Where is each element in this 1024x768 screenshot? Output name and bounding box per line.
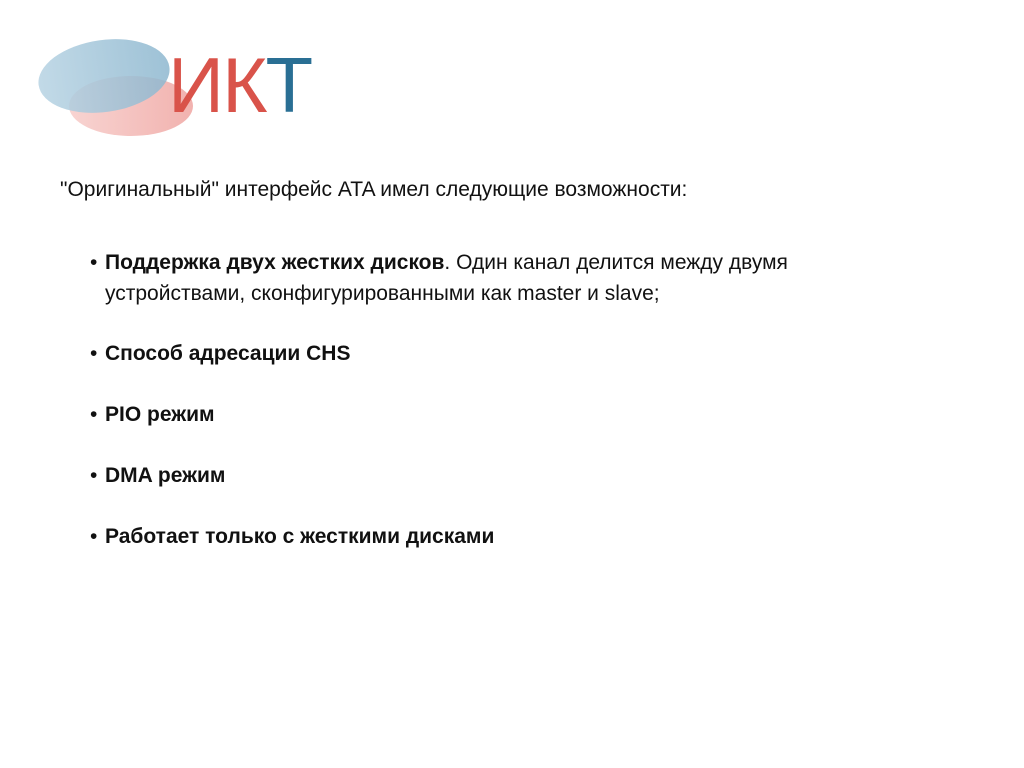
bullet-bold-text: DMA режим xyxy=(105,464,226,487)
list-item xyxy=(90,521,890,552)
bullet-dot: • xyxy=(90,464,98,487)
intro-text: "Оригинальный" интерфейс ATA имел следующие возможности: xyxy=(60,178,688,201)
bullet-bold-text: Поддержка двух жестких дисков xyxy=(105,251,445,274)
logo-letter-k: К xyxy=(222,41,266,129)
bullet-dot: • xyxy=(90,525,98,548)
list-item xyxy=(90,338,890,369)
bullet-bold-text: PIO режим xyxy=(105,403,215,426)
list-item xyxy=(90,460,890,491)
logo-letter-t: Т xyxy=(265,41,312,129)
bullet-bold-text: Работает только с жесткими дисками xyxy=(105,525,495,548)
bullet-bold-text: Способ адресации CHS xyxy=(105,342,351,365)
list-item xyxy=(90,399,890,430)
bullet-dot: • xyxy=(90,251,98,274)
bullet-rest-text: . Один канал делится между двумя устройствами, сконфигурированными как master и slave; xyxy=(105,251,788,305)
logo-wordmark xyxy=(168,41,312,129)
bullet-dot: • xyxy=(90,403,98,426)
list-item xyxy=(90,247,890,309)
feature-list xyxy=(90,247,890,552)
logo-letter-i: И xyxy=(168,41,223,129)
ikt-logo xyxy=(36,28,336,144)
logo-graphic xyxy=(36,28,336,144)
bullet-dot: • xyxy=(90,342,98,365)
